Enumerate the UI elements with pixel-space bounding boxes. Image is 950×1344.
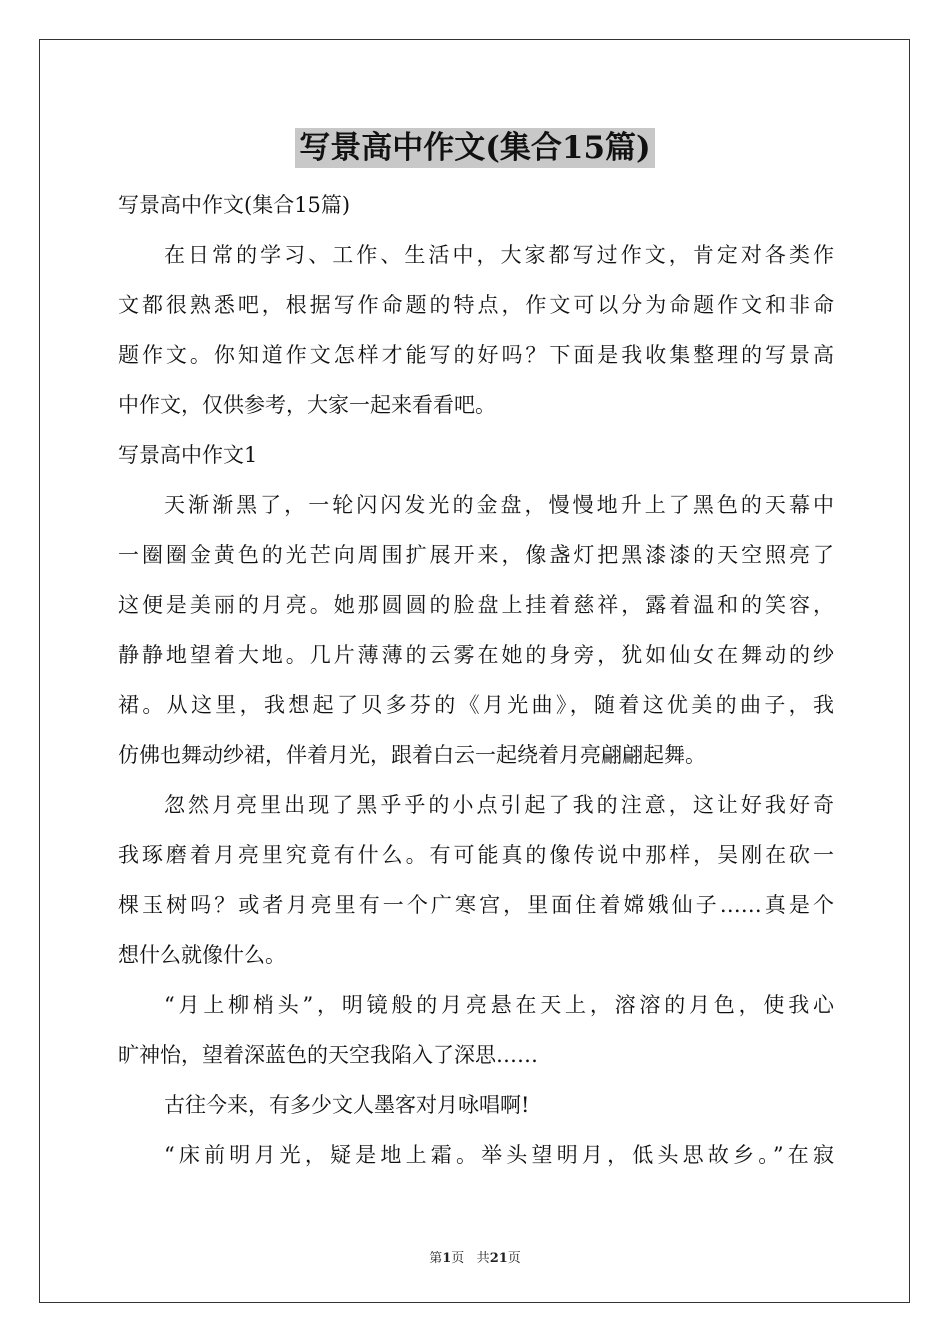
footer-current-page: 1 [442, 1251, 452, 1266]
document-title: 写景高中作文(集合15篇) [295, 128, 654, 168]
footer-total-pages: 21 [489, 1251, 508, 1266]
text-line: 静静地望着大地。几片薄薄的云雾在她的身旁，犹如仙女在舞动的纱 [118, 643, 834, 667]
document-body [118, 180, 834, 1180]
title-wrap [0, 128, 950, 168]
text-line: 想什么就像什么。 [118, 943, 286, 967]
footer-total-unit: 页 [507, 1251, 521, 1266]
text-line: 我琢磨着月亮里究竟有什么。有可能真的像传说中那样，吴刚在砍一 [118, 843, 834, 867]
text-line: 文都很熟悉吧，根据写作命题的特点，作文可以分为命题作文和非命 [118, 293, 834, 317]
text-line: 题作文。你知道作文怎样才能写的好吗？下面是我收集整理的写景高 [118, 343, 834, 367]
footer-prefix: 第 [429, 1251, 443, 1266]
text-line: 古往今来，有多少文人墨客对月咏唱啊! [164, 1093, 530, 1117]
text-line: 天渐渐黑了，一轮闪闪发光的金盘，慢慢地升上了黑色的天幕中 [164, 493, 834, 517]
text-line: 中作文，仅供参考，大家一起来看看吧。 [118, 393, 496, 417]
text-line: “床前明月光，疑是地上霜。举头望明月，低头思故乡。”在寂 [164, 1143, 834, 1167]
text-line: 这便是美丽的月亮。她那圆圆的脸盘上挂着慈祥，露着温和的笑容， [118, 593, 834, 617]
text-line: 一圈圈金黄色的光芒向周围扩展开来，像盏灯把黑漆漆的天空照亮了 [118, 543, 834, 567]
page-footer [0, 1247, 950, 1266]
text-line: 裙。从这里，我想起了贝多芬的《月光曲》，随着这优美的曲子，我 [118, 693, 834, 717]
footer-total-prefix: 共 [476, 1251, 490, 1266]
text-line: 忽然月亮里出现了黑乎乎的小点引起了我的注意，这让好我好奇 [164, 793, 834, 817]
text-line: “月上柳梢头”，明镜般的月亮悬在天上，溶溶的月色，使我心 [164, 993, 834, 1017]
text-line: 写景高中作文1 [118, 443, 258, 467]
text-line: 旷神怡，望着深蓝色的天空我陷入了深思…… [118, 1043, 538, 1067]
text-line: 仿佛也舞动纱裙，伴着月光，跟着白云一起绕着月亮翩翩起舞。 [118, 743, 706, 767]
text-line: 在日常的学习、工作、生活中，大家都写过作文，肯定对各类作 [164, 243, 834, 267]
text-line: 写景高中作文(集合15篇) [118, 193, 351, 217]
text-line: 棵玉树吗？或者月亮里有一个广寒宫，里面住着嫦娥仙子……真是个 [118, 893, 834, 917]
footer-page-unit: 页 [451, 1251, 465, 1266]
